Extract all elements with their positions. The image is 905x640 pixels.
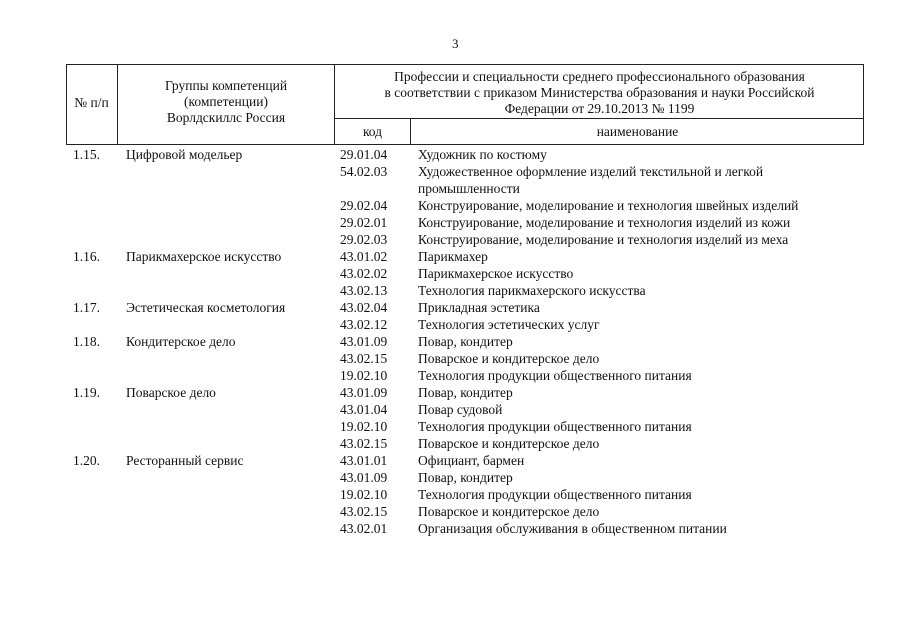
row-competency: Цифровой модельер <box>126 147 243 162</box>
row-competency: Парикмахерское искусство <box>126 249 282 264</box>
table-row <box>0 248 905 265</box>
header-num: № п/п <box>74 95 109 110</box>
row-code: 43.02.15 <box>340 504 388 519</box>
table-row <box>0 418 905 435</box>
table-row <box>0 299 905 316</box>
header-divider <box>334 118 864 119</box>
table-row <box>0 486 905 503</box>
header-professions <box>335 69 864 117</box>
row-name: Конструирование, моделирование и технология изделий из кожи <box>418 215 791 230</box>
row-number: 1.18. <box>73 334 100 349</box>
row-code: 43.02.02 <box>340 266 388 281</box>
row-code: 43.01.09 <box>340 385 388 400</box>
row-number: 1.20. <box>73 453 100 468</box>
table-row <box>0 520 905 537</box>
row-code: 43.02.15 <box>340 351 388 366</box>
table-row <box>0 503 905 520</box>
row-name: Повар, кондитер <box>418 470 513 485</box>
row-name: Технология парикмахерского искусства <box>418 283 646 298</box>
row-name: Повар, кондитер <box>418 385 513 400</box>
row-code: 54.02.03 <box>340 164 388 179</box>
row-competency: Ресторанный сервис <box>126 453 244 468</box>
row-number: 1.15. <box>73 147 100 162</box>
row-competency: Кондитерское дело <box>126 334 236 349</box>
table-row <box>0 367 905 384</box>
table-row <box>0 435 905 452</box>
header-professions-line: Профессии и специальности среднего профессионального образования <box>394 69 805 84</box>
table-row <box>0 333 905 350</box>
table-row <box>0 452 905 469</box>
row-name: Технология продукции общественного питания <box>418 487 692 502</box>
table-row <box>0 231 905 248</box>
row-name: Парикмахерское искусство <box>418 266 574 281</box>
row-number: 1.17. <box>73 300 100 315</box>
row-code: 29.02.01 <box>340 215 388 230</box>
row-code: 19.02.10 <box>340 419 388 434</box>
row-code: 29.02.03 <box>340 232 388 247</box>
row-name: Художественное оформление изделий текстильной и легкой промышленности <box>418 164 764 196</box>
row-name: Художник по костюму <box>418 147 547 162</box>
row-name: Технология продукции общественного питания <box>418 419 692 434</box>
page-number: 3 <box>452 36 459 51</box>
row-name: Поварское и кондитерское дело <box>418 504 600 519</box>
header-competency-line: Группы компетенций <box>164 78 288 93</box>
row-name: Поварское и кондитерское дело <box>418 436 600 451</box>
header-code: код <box>362 124 383 139</box>
row-code: 43.02.12 <box>340 317 388 332</box>
row-code: 19.02.10 <box>340 487 388 502</box>
table-row <box>0 316 905 333</box>
header-professions-line: в соответствии с приказом Министерства образования и науки Российской <box>384 85 815 100</box>
row-code: 29.01.04 <box>340 147 388 162</box>
row-name: Конструирование, моделирование и технология швейных изделий <box>418 198 799 213</box>
row-code: 43.02.01 <box>340 521 388 536</box>
table-row <box>0 282 905 299</box>
row-name: Парикмахер <box>418 249 488 264</box>
row-code: 43.01.09 <box>340 334 388 349</box>
header-competency-line: (компетенции) <box>184 94 268 109</box>
row-name: Повар судовой <box>418 402 503 417</box>
table-row <box>0 214 905 231</box>
header-name: наименование <box>596 124 679 139</box>
table-row <box>0 146 905 163</box>
row-code: 43.02.04 <box>340 300 388 315</box>
row-code: 19.02.10 <box>340 368 388 383</box>
header-professions-line: Федерации от 29.10.2013 № 1199 <box>504 101 695 116</box>
row-name: Технология продукции общественного питания <box>418 368 692 383</box>
table-body <box>0 146 905 537</box>
header-competency <box>118 78 334 126</box>
row-code: 43.02.15 <box>340 436 388 451</box>
table-row <box>0 384 905 401</box>
row-competency: Поварское дело <box>126 385 216 400</box>
row-number: 1.19. <box>73 385 100 400</box>
row-competency: Эстетическая косметология <box>126 300 286 315</box>
row-name: Организация обслуживания в общественном питании <box>418 521 727 536</box>
table-row <box>0 163 905 197</box>
row-code: 29.02.04 <box>340 198 388 213</box>
row-code: 43.02.13 <box>340 283 388 298</box>
table-row <box>0 350 905 367</box>
row-name: Конструирование, моделирование и технология изделий из меха <box>418 232 789 247</box>
row-code: 43.01.01 <box>340 453 388 468</box>
header-competency-line: Ворлдскиллс Россия <box>166 110 286 125</box>
row-code: 43.01.02 <box>340 249 388 264</box>
row-name: Поварское и кондитерское дело <box>418 351 600 366</box>
row-number: 1.16. <box>73 249 100 264</box>
row-name: Технология эстетических услуг <box>418 317 600 332</box>
table-row <box>0 197 905 214</box>
row-name: Прикладная эстетика <box>418 300 540 315</box>
row-code: 43.01.04 <box>340 402 388 417</box>
row-name: Повар, кондитер <box>418 334 513 349</box>
table-row <box>0 401 905 418</box>
table-row <box>0 265 905 282</box>
table-row <box>0 469 905 486</box>
row-name: Официант, бармен <box>418 453 525 468</box>
row-code: 43.01.09 <box>340 470 388 485</box>
